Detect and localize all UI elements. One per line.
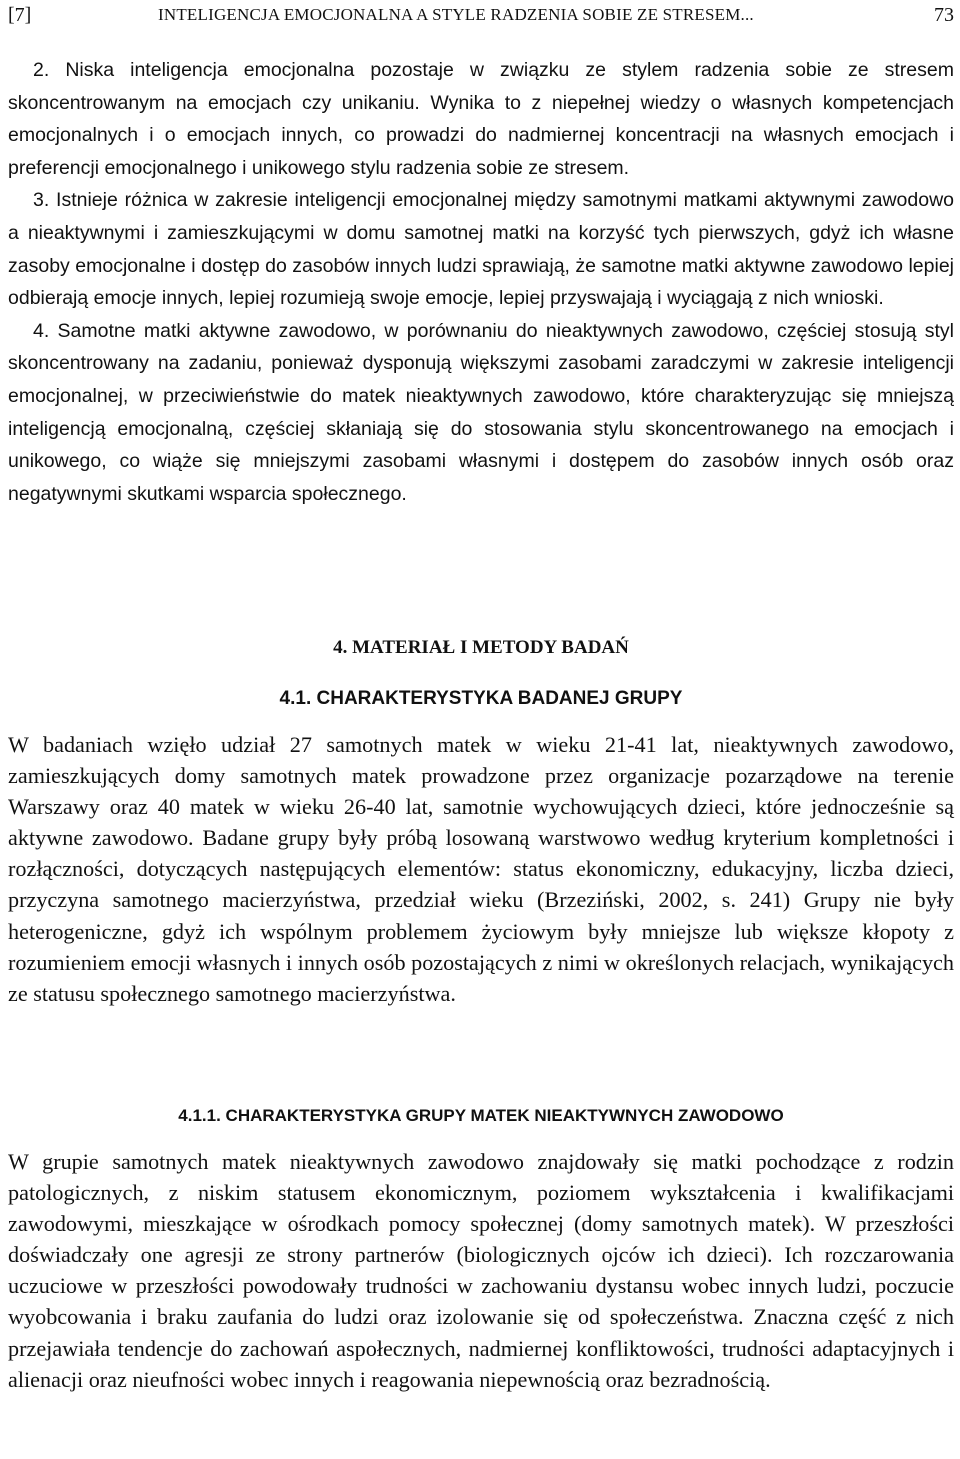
conclusions-list [8,54,954,510]
body-paragraph: W grupie samotnych matek nieaktywnych zawodowo znajdowały się matki pochodzące z rodzin patologicznych, z niskim statusem ekonomicznym, poziomem wykształcenia i kwalifikacjami zawodowymi, mieszkające w ośrodkach pomocy społecznej (domy samotnych matek). W przeszłości doświadczały one agresji ze strony partnerów (biologicznych ojców ich dzieci). Ich rozczarowania uczuciowe w przeszłości powodowały trudności w zachowaniu dystansu wobec innych ludzi, poczucie wyobcowania i braku zaufania do ludzi oraz izolowanie się od społeczeństwa. Znaczna część z nich przejawiała tendencje do zachowań aspołecznych, nadmiernej konfliktowości, trudności adaptacyjnych i alienacji oraz nieufności wobec innych i reagowania niepewnością oraz bezradnością. [8,1149,954,1392]
subsection-heading: 4.1. CHARAKTERYSTYKA BADANEJ GRUPY [279,688,683,709]
conclusion-paragraph: 2. Niska inteligencja emocjonalna pozostaje w związku ze stylem radzenia sobie ze stresem skoncentrowanym na emocjach czy unikaniu. Wynika to z niepełnej wiedzy o własnych kompetencjach emocjonalnych i o emocjach innych, co prowadzi do nadmiernej koncentracji na własnych emocjach i preferencji emocjonalnego i unikowego stylu radzenia sobie ze stresem. [8,59,954,179]
inactive-group-description [8,1146,954,1395]
section-heading: 4. MATERIAŁ I METODY BADAŃ [333,637,629,658]
subsubsection-heading: 4.1.1. CHARAKTERYSTYKA GRUPY MATEK NIEAKTYWNYCH ZAWODOWO [178,1106,784,1125]
chapter-mark: [7] [8,4,32,26]
group-description [8,729,954,1009]
page-number: 73 [934,4,954,26]
running-title: INTELIGENCJA EMOCJONALNA A STYLE RADZENIA SOBIE ZE STRESEM... [158,5,754,24]
running-header [8,2,954,28]
conclusion-paragraph: 4. Samotne matki aktywne zawodowo, w porównaniu do nieaktywnych zawodowo, częściej stosują styl skoncentrowany na zadaniu, ponieważ dysponują większymi zasobami zaradczymi w zakresie inteligencji emocjonalnej, w przeciwieństwie do matek nieaktywnych zawodowo, które charakteryzując się mniejszą inteligencją emocjonalną, częściej skłaniają się do stosowania stylu skoncentrowanego na emocjach i unikowego, co wiąże się mniejszymi zasobami własnymi i dostępem do zasobów innych osób oraz negatywnymi skutkami wsparcia społecznego. [8,319,954,505]
body-paragraph: W badaniach wzięło udział 27 samotnych matek w wieku 21-41 lat, nieaktywnych zawodowo, zamieszkujących domy samotnych matek prowadzone przez organizacje pozarządowe na terenie Warszawy oraz 40 matek w wieku 26-40 lat, samotnie wychowujących dzieci, które jednocześnie są aktywne zawodowo. Badane grupy były próbą losowaną warstwowo według kryterium kompletności i rozłączności, dotyczących następujących elementów: status ekonomiczny, edukacyjny, liczba dzieci, przyczyna samotnego macierzyństwa, przedział wieku (Brzeziński, 2002, s. 241) Grupy nie były heterogeniczne, gdyż ich wspólnym problemem życiowym były mniejsze lub większe kłopoty z rozumieniem emocji własnych i innych osób pozostających z nimi w określonych relacjach, wynikających ze statusu społecznego samotnego macierzyństwa. [8,732,954,1006]
conclusion-paragraph: 3. Istnieje różnica w zakresie inteligencji emocjonalnej między samotnymi matkami aktywnymi zawodowo a nieaktywnymi i zamieszkującymi w domu samotnej matki na korzyść tych pierwszych, gdyż ich własne zasoby emocjonalne i dostęp do zasobów innych ludzi sprawiają, że samotne matki aktywne zawodowo lepiej odbierają emocje innych, lepiej rozumieją swoje emocje, lepiej przyswajają i wyciągają z nich wnioski. [8,189,954,310]
